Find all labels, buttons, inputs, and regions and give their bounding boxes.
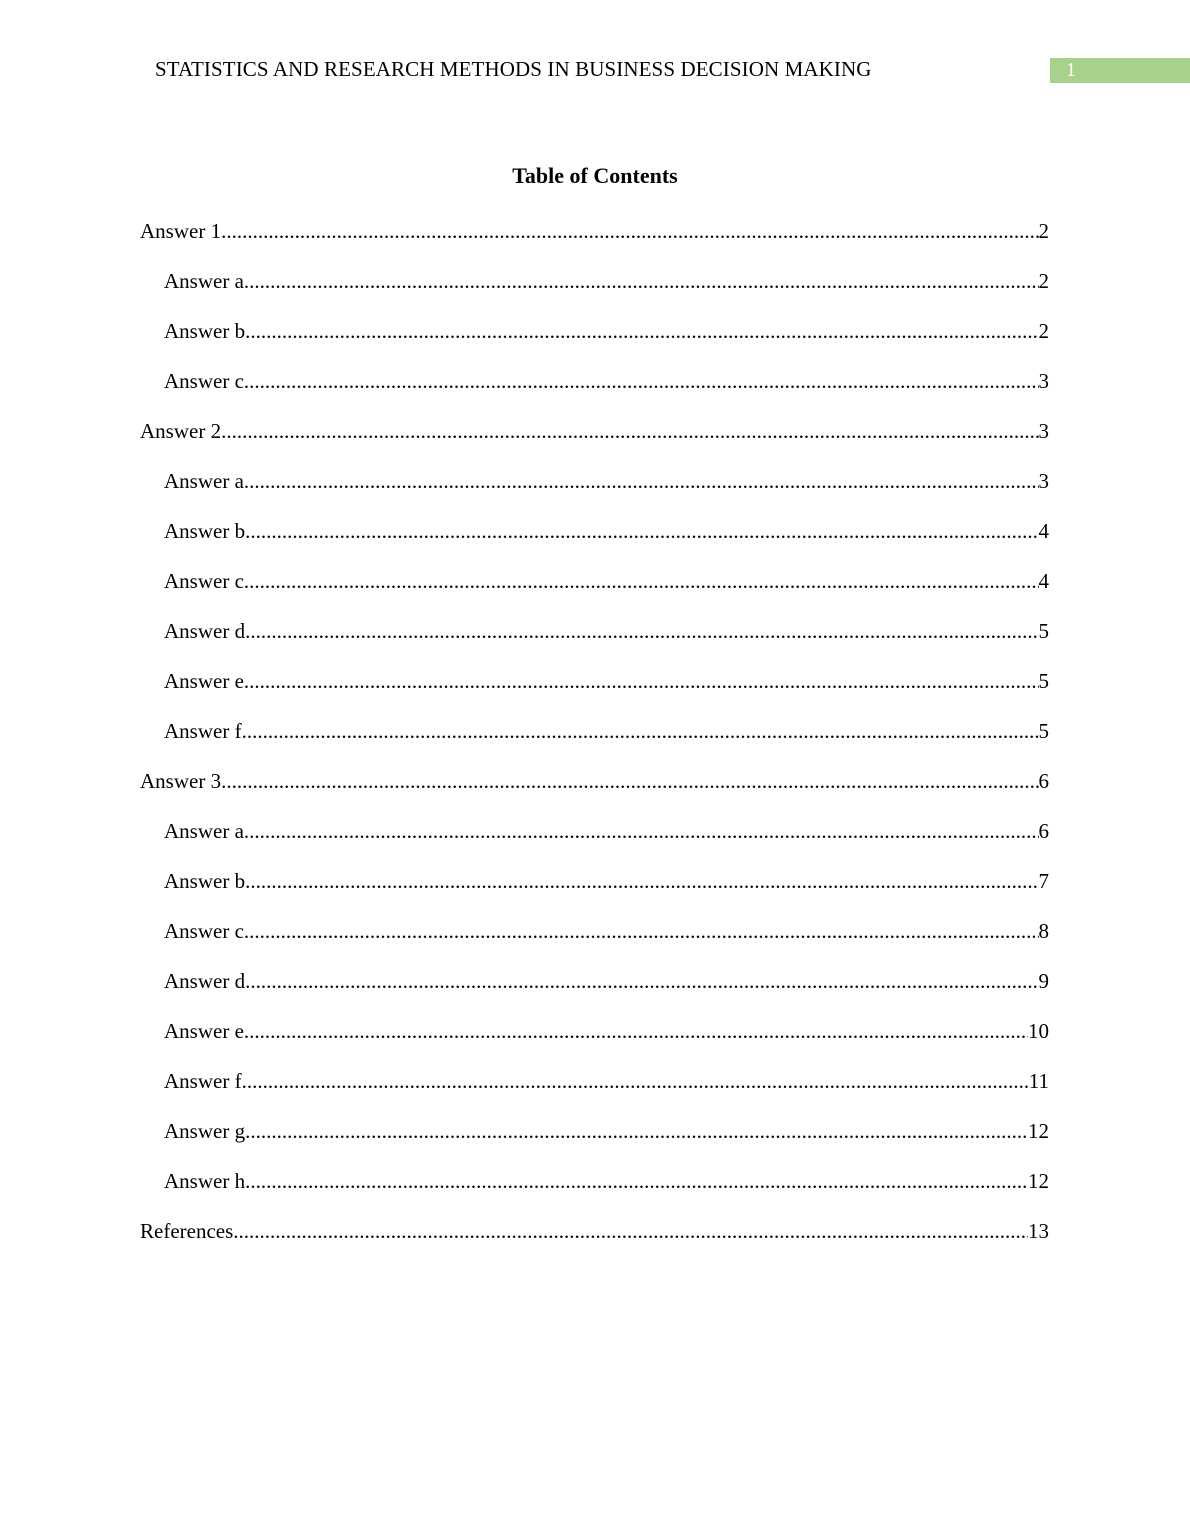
- toc-entry[interactable]: [140, 812, 1049, 862]
- toc-entry-label: Answer 2: [140, 419, 222, 443]
- toc-entry-label: Answer a: [164, 819, 244, 843]
- toc-entry-label: Answer a: [164, 269, 244, 293]
- toc-dot-leader: [242, 712, 1039, 750]
- toc-entry[interactable]: [140, 1212, 1049, 1262]
- toc-dot-leader: [244, 262, 1039, 300]
- toc-dot-leader: [221, 412, 1038, 450]
- toc-entry-page-number: 2: [1038, 319, 1049, 343]
- toc-dot-leader: [245, 1112, 1028, 1150]
- toc-entry[interactable]: [140, 462, 1049, 512]
- toc-dot-leader: [244, 812, 1039, 850]
- toc-entry[interactable]: [140, 1162, 1049, 1212]
- toc-dot-leader: [221, 762, 1038, 800]
- toc-entry-label: Answer d: [164, 619, 246, 643]
- toc-entry[interactable]: [140, 312, 1049, 362]
- toc-entry[interactable]: [140, 912, 1049, 962]
- toc-entry-page-number: 12: [1028, 1169, 1049, 1193]
- toc-heading: Table of Contents: [512, 163, 678, 188]
- toc-entry[interactable]: [140, 262, 1049, 312]
- toc-entry-page-number: 8: [1038, 919, 1049, 943]
- toc-dot-leader: [242, 1062, 1029, 1100]
- toc-entry[interactable]: [140, 1012, 1049, 1062]
- toc-entry[interactable]: [140, 662, 1049, 712]
- toc-entry-page-number: 2: [1038, 269, 1049, 293]
- toc-dot-leader: [245, 612, 1038, 650]
- toc-dot-leader: [245, 862, 1038, 900]
- toc-dot-leader: [244, 912, 1039, 950]
- toc-dot-leader: [221, 212, 1038, 250]
- toc-entry-label: Answer d: [164, 969, 246, 993]
- toc-entry-page-number: 2: [1038, 219, 1049, 243]
- toc-entry-page-number: 7: [1038, 869, 1049, 893]
- toc-dot-leader: [244, 662, 1039, 700]
- toc-dot-leader: [244, 562, 1039, 600]
- toc-dot-leader: [244, 1012, 1028, 1050]
- toc-entry-page-number: 13: [1028, 1219, 1049, 1243]
- toc-entry-label: Answer h: [164, 1169, 246, 1193]
- toc-entry-label: References: [140, 1219, 234, 1243]
- toc-entry[interactable]: [140, 512, 1049, 562]
- toc-entry[interactable]: [140, 362, 1049, 412]
- toc-entry-label: Answer e: [164, 669, 244, 693]
- toc-entry-label: Answer b: [164, 319, 246, 343]
- toc-entry-page-number: 4: [1038, 519, 1049, 543]
- toc-entry-label: Answer 1: [140, 219, 222, 243]
- toc-entry-label: Answer f: [164, 719, 242, 743]
- toc-entry-page-number: 4: [1038, 569, 1049, 593]
- toc-entry-page-number: 11: [1028, 1069, 1049, 1093]
- toc-entry-page-number: 5: [1038, 719, 1049, 743]
- toc-entry-label: Answer c: [164, 369, 244, 393]
- toc-entry-label: Answer c: [164, 569, 244, 593]
- toc-entry-label: Answer 3: [140, 769, 222, 793]
- toc-entry-page-number: 3: [1038, 419, 1049, 443]
- toc-dot-leader: [244, 362, 1039, 400]
- toc-dot-leader: [245, 962, 1038, 1000]
- toc-dot-leader: [245, 512, 1038, 550]
- toc-entry[interactable]: [140, 562, 1049, 612]
- toc-dot-leader: [244, 462, 1039, 500]
- toc-dot-leader: [245, 312, 1038, 350]
- toc-entry[interactable]: [140, 862, 1049, 912]
- toc-entry[interactable]: [140, 1062, 1049, 1112]
- toc-entry-page-number: 9: [1038, 969, 1049, 993]
- toc-entry[interactable]: [140, 1112, 1049, 1162]
- toc-entry-page-number: 5: [1038, 669, 1049, 693]
- toc-entry-page-number: 6: [1038, 819, 1049, 843]
- toc-dot-leader: [245, 1162, 1028, 1200]
- toc-list: [140, 212, 1049, 1262]
- toc-entry-page-number: 3: [1038, 469, 1049, 493]
- toc-entry[interactable]: [140, 712, 1049, 762]
- toc-entry-page-number: 6: [1038, 769, 1049, 793]
- running-header-title: STATISTICS AND RESEARCH METHODS IN BUSINESS DECISION MAKING: [155, 57, 872, 81]
- toc-entry-page-number: 3: [1038, 369, 1049, 393]
- toc-entry-label: Answer b: [164, 519, 246, 543]
- page-number-badge: 1: [1050, 58, 1190, 83]
- toc-entry-label: Answer b: [164, 869, 246, 893]
- toc-entry[interactable]: [140, 612, 1049, 662]
- toc-entry[interactable]: [140, 412, 1049, 462]
- toc-entry-label: Answer f: [164, 1069, 242, 1093]
- toc-entry-page-number: 5: [1038, 619, 1049, 643]
- toc-entry[interactable]: [140, 212, 1049, 262]
- toc-entry-page-number: 12: [1028, 1119, 1049, 1143]
- toc-entry-label: Answer a: [164, 469, 244, 493]
- toc-entry[interactable]: [140, 962, 1049, 1012]
- toc-dot-leader: [233, 1212, 1028, 1250]
- toc-entry[interactable]: [140, 762, 1049, 812]
- toc-entry-label: Answer e: [164, 1019, 244, 1043]
- toc-entry-label: Answer c: [164, 919, 244, 943]
- toc-entry-label: Answer g: [164, 1119, 246, 1143]
- toc-entry-page-number: 10: [1028, 1019, 1049, 1043]
